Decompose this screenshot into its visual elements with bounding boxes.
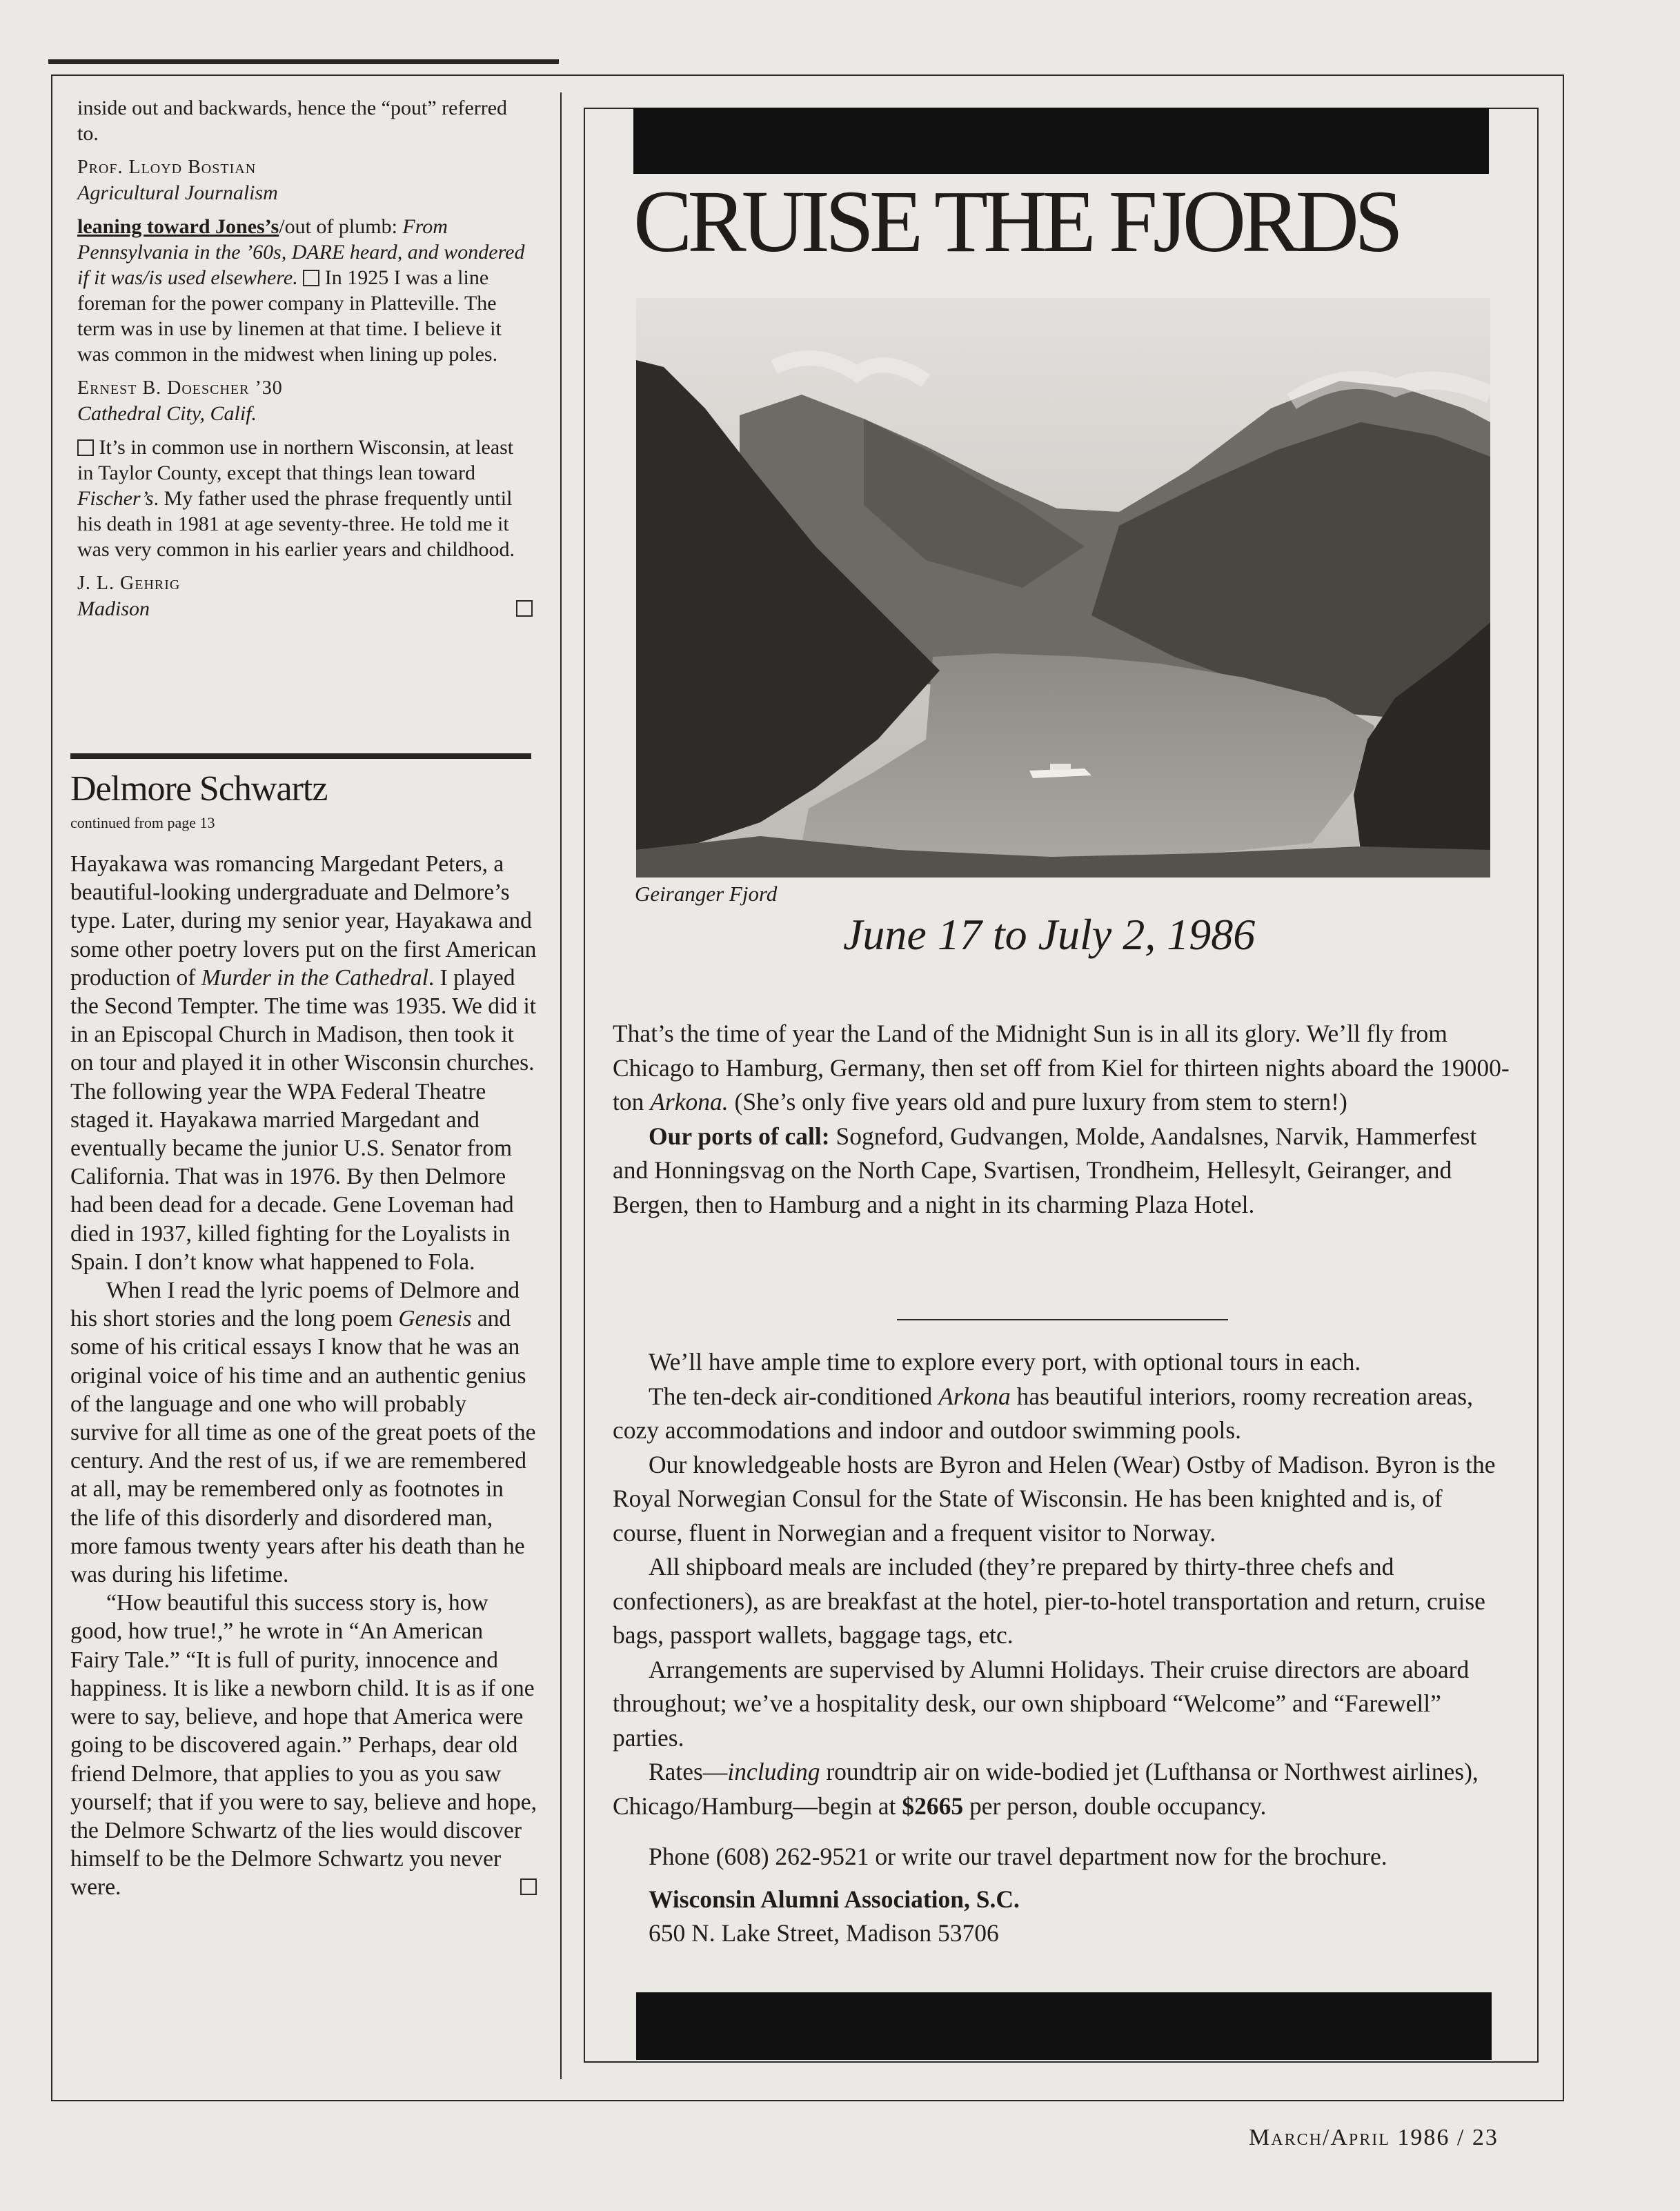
org-address: 650 N. Lake Street, Madison 53706 (649, 1919, 999, 1947)
end-mark-icon (516, 600, 533, 617)
ad-top-bar (633, 108, 1489, 174)
continued-from: continued from page 13 (70, 814, 215, 831)
ad-intro (613, 1017, 1516, 1222)
ad-paragraph: Arrangements are supervised by Alumni Holidays. Their cruise directors are aboard throughout; we’ve a hospitality desk, our own shipboard “Welcome” and “Farewell” parties. (613, 1655, 1470, 1752)
box-icon (77, 439, 94, 456)
ad-divider (897, 1319, 1228, 1320)
end-mark-icon (520, 1878, 537, 1895)
delmore-article (70, 850, 537, 1902)
ad-paragraph: We’ll have ample time to explore every port, with optional tours in each. (649, 1348, 1361, 1376)
article-title: Delmore Schwartz (70, 769, 328, 809)
issue-date: March/April 1986 (1249, 2125, 1450, 2150)
letter-3: It’s in common use in northern Wisconsin, at least in Taylor County, except that things lean toward Fischer’s. My father used the phrase frequently until his death in 1981 at age seventy-three. He told me it was very common in his earlier years and childhood. (77, 436, 515, 561)
price: $2665 (902, 1792, 964, 1820)
ad-paragraph: Our knowledgeable hosts are Byron and Helen (Wear) Ostby of Madison. Byron is the Royal Norwegian Consul for the State of Wisconsin. He has been knighted and is, of course, fluent in Norwegian and a frequent visitor to Norway. (613, 1450, 1496, 1547)
dare-entry: leaning toward Jones’s/out of plumb: From Pennsylvania in the ’60s, DARE heard, and wondered if it was/is used elsewhere. In 1925 I was a line foreman for the power company in Platteville. The term was in use by linemen at that time. I believe it was common in the midwest when lining up poles. (77, 215, 525, 366)
column-divider (560, 92, 562, 2079)
article-paragraph: “How beautiful this success story is, how good, how true!,” he wrote in “An American Fairy Tale.” “It is full of purity, innocence and happiness. It is like a newborn child. It is as if one were to say, believe, and hope that America were going to be discovered again.” Perhaps, dear old friend Delmore, that applies to you as you saw yourself; that if you were to say, believe and hope, the Delmore Schwartz of the lies would discover himself to be the Delmore Schwartz you never were. (70, 1590, 537, 1901)
ad-paragraph: The ten-deck air-conditioned Arkona has beautiful interiors, roomy recreation areas, cozy accommodations and indoor and outdoor swimming pools. (613, 1382, 1473, 1444)
fjord-photo (636, 298, 1490, 878)
rates-paragraph: Rates—including roundtrip air on wide-bodied jet (Lufthansa or Northwest airlines), Chicago/Hamburg—begin at $2665 per person, double occupancy. (613, 1758, 1479, 1820)
page-number: 23 (1472, 2125, 1499, 2150)
letter-intro: inside out and backwards, hence the “pout” referred to. (77, 97, 508, 145)
section-rule (70, 753, 531, 759)
signature-2-place: Cathedral City, Calif. (77, 402, 257, 425)
article-paragraph: When I read the lyric poems of Delmore and his short stories and the long poem Genesis and some of his critical essays I know that he was an original voice of his time and an authentic genius of the language and one who will probably survive for all time as one of the great poets of the century. And the rest of us, if we are remembered at all, may be remembered only as footnotes in the life of this disorderly and disordered man, more famous twenty years after his death than he was during his lifetime. (70, 1278, 536, 1588)
box-icon (303, 270, 319, 286)
signature-3-place: Madison (77, 596, 533, 622)
top-rule (48, 59, 559, 64)
org-name: Wisconsin Alumni Association, S.C. (649, 1885, 1020, 1913)
ports-paragraph: Our ports of call: Sogneford, Gudvangen, Molde, Aandalsnes, Narvik, Hammerfest and Honningsvag on the North Cape, Svartisen, Trondheim, Hellesylt, Geiranger, and Bergen, then to Hamburg and a night in its charming Plaza Hotel. (613, 1122, 1477, 1218)
article-paragraph: Hayakawa was romancing Margedant Peters, a beautiful-looking undergraduate and Delmore’s type. Later, during my senior year, Hayakawa and some other poetry lovers put on the first American production of Murder in the Cathedral. I played the Second Tempter. The time was 1935. We did it in an Episcopal Church in Madison, then took it on tour and played it in other Wisconsin churches. The following year the WPA Federal Theatre staged it. Hayakawa married Margedant and eventually became the junior U.S. Senator from California. That was in 1976. By then Delmore had been dead for a decade. Gene Loveman had died in 1937, killed fighting for the Loyalists in Spain. I don’t know what happened to Fola. (70, 851, 537, 1275)
signature-2-name: Ernest B. Doescher ’30 (77, 377, 283, 399)
ad-details (613, 1345, 1516, 1951)
letters-section (77, 95, 533, 622)
signature-3-name: J. L. Gehrig (77, 573, 181, 594)
page-footer: March/April 1986 / 23 (1249, 2125, 1499, 2150)
cruise-dates: June 17 to July 2, 1986 (843, 910, 1256, 959)
ad-paragraph: All shipboard meals are included (they’re prepared by thirty-three chefs and confectioners), as are breakfast at the hotel, pier-to-hotel transportation and return, cruise bags, passport wallets, baggage tags, etc. (613, 1553, 1485, 1649)
ad-paragraph: That’s the time of year the Land of the Midnight Sun is in all its glory. We’ll fly from Chicago to Hamburg, Germany, then set off from Kiel for thirteen nights aboard the 19000-ton Arkona. (She’s only five years old and pure luxury from stem to stern!) (613, 1020, 1510, 1116)
phone-line: Phone (608) 262-9521 or write our travel department now for the brochure. (649, 1843, 1387, 1870)
ad-bottom-bar (636, 1992, 1492, 2060)
signature-1-name: Prof. Lloyd Bostian (77, 157, 257, 178)
ports-label: Our ports of call: (649, 1122, 830, 1150)
ad-headline: CRUISE THE FJORDS (633, 172, 1399, 270)
signature-1-place: Agricultural Journalism (77, 181, 278, 204)
photo-caption: Geiranger Fjord (635, 882, 778, 906)
entry-term: leaning toward Jones’s (77, 215, 279, 238)
